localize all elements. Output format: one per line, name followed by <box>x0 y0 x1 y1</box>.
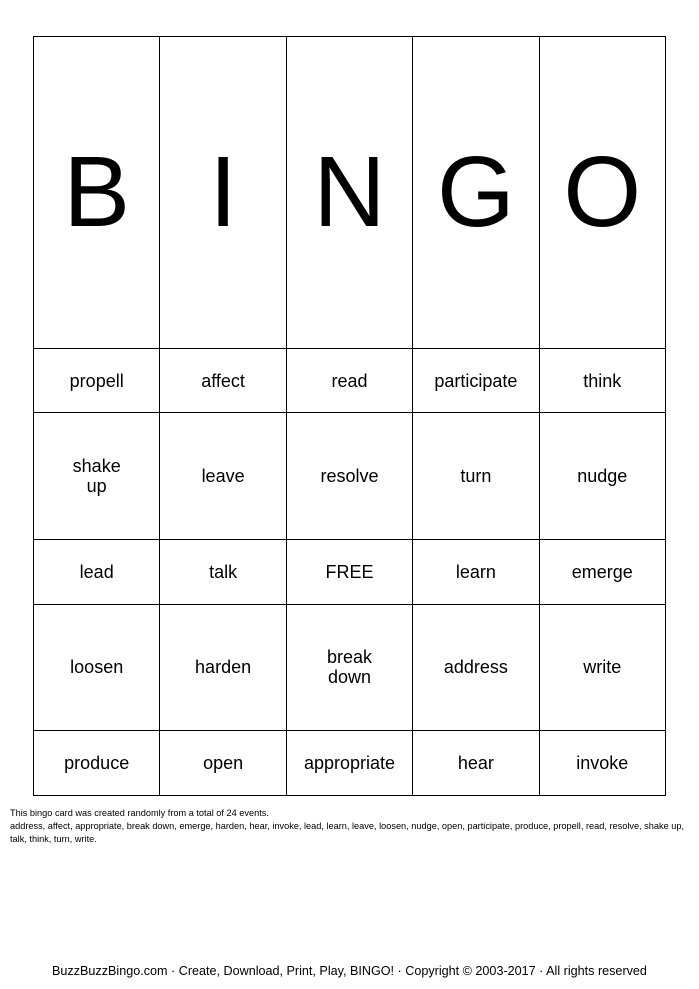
bingo-cell <box>286 413 412 540</box>
header-letter-b: B <box>34 37 160 349</box>
bingo-card <box>33 36 666 796</box>
cell-word: resolve <box>320 466 379 487</box>
cell-word: think <box>583 370 622 391</box>
cell-word: write <box>583 657 622 678</box>
cell-word: shake up <box>72 456 121 497</box>
cell-word: produce <box>64 753 130 774</box>
cell-word: propell <box>69 370 124 391</box>
bingo-cell <box>160 413 286 540</box>
header-letter-o: O <box>539 37 665 349</box>
card-summary: This bingo card was created randomly from a total of 24 events. <box>10 808 269 818</box>
cell-word: emerge <box>571 561 633 582</box>
bingo-cell <box>34 731 160 796</box>
bingo-cell <box>286 731 412 796</box>
bingo-cell <box>413 539 539 604</box>
bingo-row-3 <box>34 539 666 604</box>
cell-word: break down <box>326 647 372 688</box>
cell-word: loosen <box>70 657 124 678</box>
cell-word: lead <box>79 561 114 582</box>
cell-word: participate <box>434 370 518 391</box>
header-letter-i: I <box>160 37 286 349</box>
footer-text: BuzzBuzzBingo.com · Create, Download, Print, Play, BINGO! · Copyright © 2003-2017 · All rights reserved <box>52 964 647 978</box>
cell-word: learn <box>455 561 496 582</box>
bingo-cell <box>34 413 160 540</box>
header-letter-g: G <box>413 37 539 349</box>
bingo-cell <box>286 348 412 413</box>
bingo-header-row <box>34 37 666 349</box>
bingo-cell <box>34 348 160 413</box>
bingo-cell <box>160 731 286 796</box>
bingo-cell <box>286 604 412 731</box>
bingo-cell <box>413 604 539 731</box>
cell-word: nudge <box>577 466 628 487</box>
bingo-cell <box>413 731 539 796</box>
bingo-cell <box>539 731 665 796</box>
cell-word: read <box>331 370 368 391</box>
header-letter-n: N <box>286 37 412 349</box>
card-info <box>10 807 690 846</box>
bingo-cell <box>34 604 160 731</box>
bingo-cell <box>539 348 665 413</box>
bingo-row-2 <box>34 413 666 540</box>
bingo-cell <box>539 413 665 540</box>
cell-word: talk <box>209 561 238 582</box>
bingo-cell <box>160 348 286 413</box>
bingo-cell <box>160 539 286 604</box>
bingo-cell <box>539 539 665 604</box>
cell-word: affect <box>201 370 245 391</box>
cell-word: turn <box>460 466 492 487</box>
cell-word: open <box>203 753 244 774</box>
bingo-cell <box>539 604 665 731</box>
cell-word: address <box>443 657 508 678</box>
cell-word: appropriate <box>303 753 396 774</box>
bingo-free-cell <box>286 539 412 604</box>
cell-word: harden <box>195 657 252 678</box>
bingo-row-5 <box>34 731 666 796</box>
bingo-cell <box>34 539 160 604</box>
bingo-cell <box>160 604 286 731</box>
cell-word: leave <box>201 466 245 487</box>
bingo-cell <box>413 348 539 413</box>
cell-word: hear <box>457 753 494 774</box>
cell-word: invoke <box>576 753 629 774</box>
bingo-cell <box>413 413 539 540</box>
bingo-row-4 <box>34 604 666 731</box>
bingo-row-1 <box>34 348 666 413</box>
events-list: address, affect, appropriate, break down, emerge, harden, hear, invoke, lead, learn, leave, loosen, nudge, open, participate, produce, propell, read, resolve, shake up, talk, think, turn, write. <box>10 821 685 844</box>
cell-word: FREE <box>325 561 374 582</box>
